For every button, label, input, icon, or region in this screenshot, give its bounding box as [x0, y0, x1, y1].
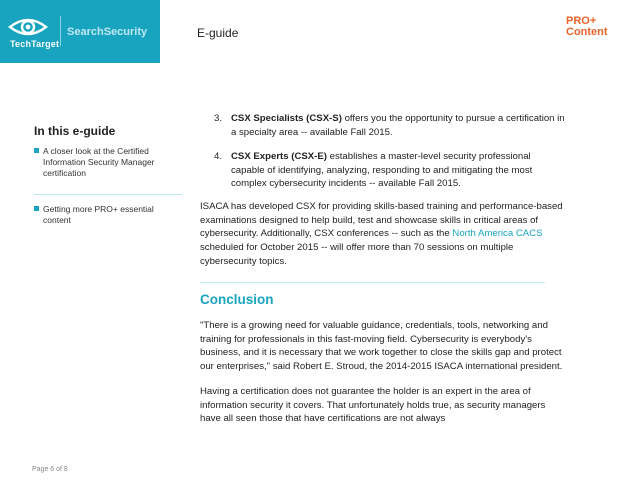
toc-heading: In this e-guide [34, 124, 116, 138]
conclusion-paragraph-2: Having a certification does not guarantee the holder is an expert in the area of information security it covers. That unfortunately holds true, as security managers have all seen those that have certifications are not always [200, 386, 546, 425]
toc-item-label: A closer look at the Certified Information Security Manager certification [43, 146, 155, 178]
brand-banner [0, 0, 160, 63]
conclusion-heading: Conclusion [200, 292, 274, 307]
company-name: TechTarget [10, 39, 60, 49]
page-header [0, 0, 638, 63]
header-title: E-guide [197, 26, 239, 40]
toc-divider [34, 194, 182, 195]
paragraph-text-end: scheduled for October 2015 -- will offer more than 70 sessions on multiple cybersecurity topics. [200, 242, 514, 267]
toc-item-pro-content[interactable] [34, 204, 179, 226]
page-number: Page 6 of 8 [32, 466, 68, 473]
site-name: SearchSecurity [67, 26, 148, 38]
toc-bullet-icon [34, 148, 39, 153]
list-item [200, 112, 565, 139]
toc-bullet-icon [34, 206, 39, 211]
pro-content-badge [566, 16, 608, 38]
north-america-cacs-link[interactable]: North America CACS [452, 228, 543, 240]
list-item-text: offers you the opportunity to pursue a certification in a specialty area -- available Fall 2015. [231, 113, 565, 138]
paragraph-text-start: ISACA has developed CSX for providing skills-based training and performance-based examinations designed to help build, test and showcase skills in critical areas of cybersecurity. Additionally, CSX conferences -- such as the [200, 201, 563, 240]
list-item-title: CSX Experts (CSX-E) [231, 151, 327, 162]
badge-line-1: PRO+ [566, 15, 597, 27]
conclusion-paragraph-1: "There is a growing need for valuable guidance, credentials, tools, networking and training for professionals in this fast-moving field. Cybersecurity is everybody's business, and it is necessary that we work together to close the skills gap and protect our enterprises," said Robert E. Stroud, the 2014-2015 ISACA international president. [200, 320, 563, 373]
brand-separator [60, 16, 61, 46]
toc-item-label: Getting more PRO+ essential content [43, 204, 154, 225]
list-number: 3. [214, 113, 223, 124]
list-item [200, 150, 565, 191]
badge-line-2: Content [566, 26, 608, 38]
toc-item-cism[interactable] [34, 146, 179, 179]
list-item-title: CSX Specialists (CSX-S) [231, 113, 342, 124]
list-number: 4. [214, 151, 223, 162]
techtarget-eye-logo-icon [8, 15, 48, 39]
section-divider [200, 282, 545, 283]
list-item-text: establishes a master-level security professional capable of identifying, analyzing, responding to and mitigating the most complex cybersecurity incidents -- available Fall 2015. [231, 151, 533, 190]
csx-paragraph [200, 200, 565, 269]
